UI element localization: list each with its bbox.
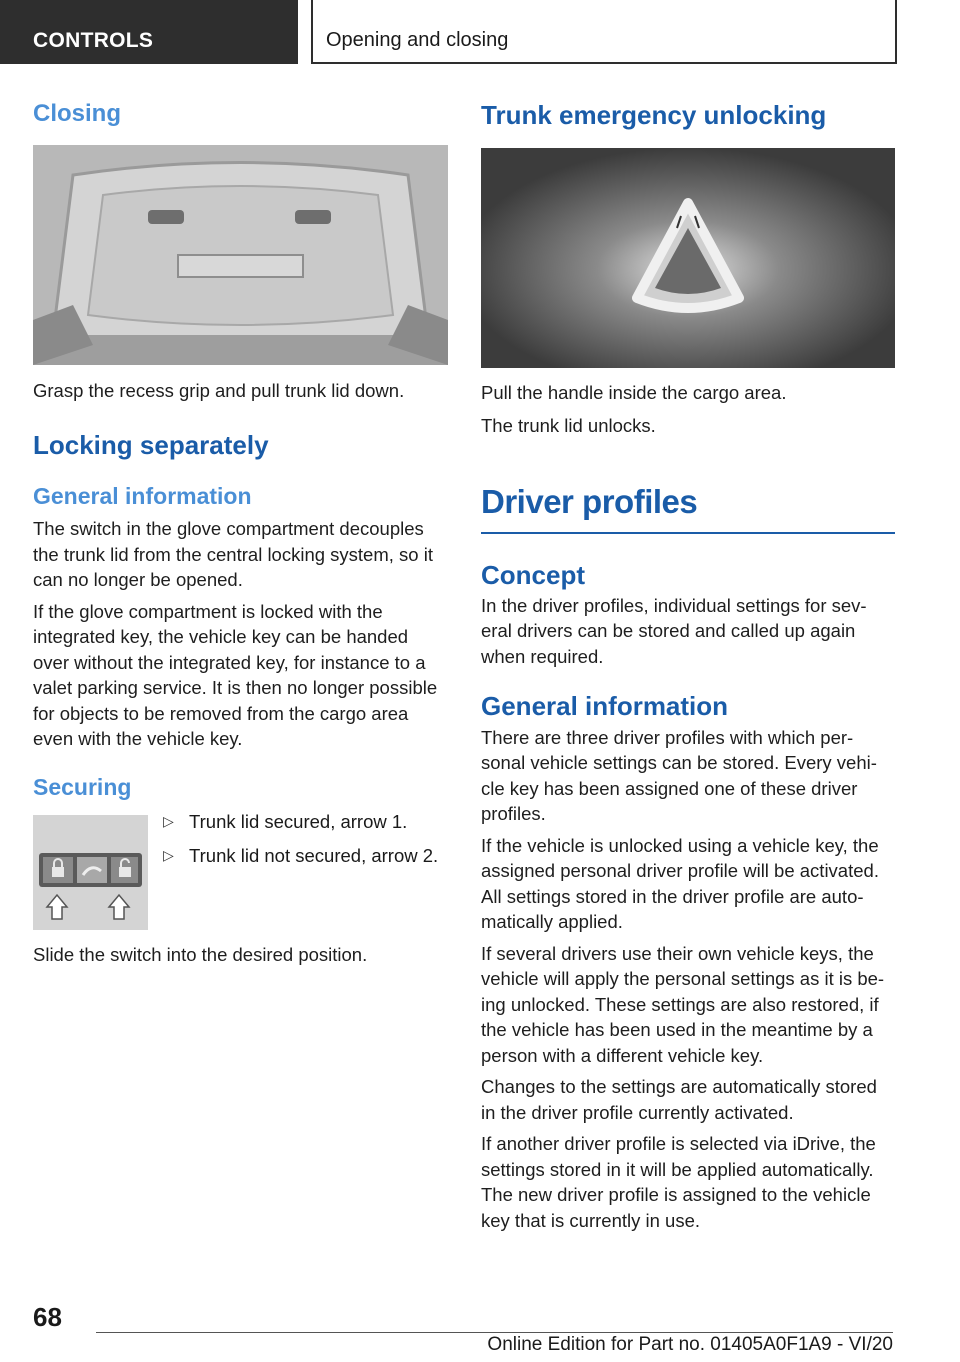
locking-heading: Locking separately: [33, 430, 269, 461]
securing-heading: Securing: [33, 773, 132, 800]
profiles-paragraph-5: If another driver profile is selected via iDrive, the settings stored in it will be applied automatically. The new driver profile is assigned to the vehicle key that is currently in use.: [481, 1133, 876, 1231]
triangle-bullet-icon: ▷: [163, 846, 174, 863]
header-chapter-tab: [311, 0, 897, 64]
locking-general-heading: General information: [33, 483, 252, 510]
list-item: ▷ Trunk lid secured, arrow 1.: [163, 809, 438, 835]
emergency-handle-figure: [481, 148, 895, 368]
header-section-tab: [0, 0, 298, 64]
locking-paragraph-2: If the glove compartment is locked with the integrated key, the vehicle key can be handed over without the integrated key, for instance to a valet parking service. It is then no longer possible for objects to be removed from the cargo area even with the vehicle key.: [33, 600, 438, 750]
heading-underline: [481, 532, 895, 534]
switch-illustration: [33, 815, 148, 930]
driver-profiles-heading: Driver profiles: [481, 483, 698, 521]
triangle-bullet-icon: ▷: [163, 813, 174, 830]
concept-heading: Concept: [481, 559, 585, 590]
emergency-paragraph-1: Pull the handle inside the cargo area.: [481, 382, 787, 404]
closing-caption: Grasp the recess grip and pull trunk lid down.: [33, 379, 405, 401]
emergency-heading: Trunk emergency unlocking: [481, 100, 827, 130]
right-column: [481, 100, 895, 1233]
page-number: 68: [33, 1302, 62, 1332]
securing-block: [33, 811, 448, 930]
concept-paragraph: In the driver profiles, individual settings for sev‐eral drivers can be stored and called up again when required.: [481, 594, 867, 667]
emergency-handle-illustration: [481, 148, 895, 368]
profiles-paragraph-2: If the vehicle is unlocked using a vehicle key, the assigned personal driver profile will be activated. All settings stored in the driver profile are auto‐matically applied.: [481, 834, 879, 933]
header-section-label: CONTROLS: [33, 29, 154, 52]
securing-bullet-list: [163, 809, 438, 930]
locking-paragraph-1: The switch in the glove compartment decouples the trunk lid from the central locking system, so it can no longer be opened.: [33, 518, 433, 591]
profiles-general-heading: General information: [481, 691, 729, 722]
trunk-lid-figure: [33, 145, 448, 365]
footer-edition: Online Edition for Part no. 01405A0F1A9 - VI/20: [487, 1334, 893, 1355]
securing-switch-figure: [33, 815, 148, 930]
securing-caption: Slide the switch into the desired position.: [33, 944, 368, 966]
left-column: [33, 100, 448, 968]
header-chapter-label: Opening and closing: [326, 29, 509, 51]
emergency-paragraph-2: The trunk lid unlocks.: [481, 414, 656, 436]
list-item: ▷ Trunk lid not secured, arrow 2.: [163, 843, 438, 869]
profiles-paragraph-4: Changes to the settings are automatically stored in the driver profile currently activated.: [481, 1076, 877, 1123]
footer-divider: [96, 1332, 893, 1333]
trunk-lid-illustration: [33, 145, 448, 365]
profiles-paragraph-3: If several drivers use their own vehicle keys, the vehicle will apply the personal settings as it is be‐ing unlocked. These settings are also restored, if the vehicle has been used in the meantime by a person with a different vehicle key.: [481, 942, 885, 1066]
closing-heading: Closing: [33, 100, 121, 127]
profiles-paragraph-1: There are three driver profiles with which per‐sonal vehicle settings can be stored. Every vehi‐cle key has been assigned one of these driver profiles.: [481, 726, 877, 825]
